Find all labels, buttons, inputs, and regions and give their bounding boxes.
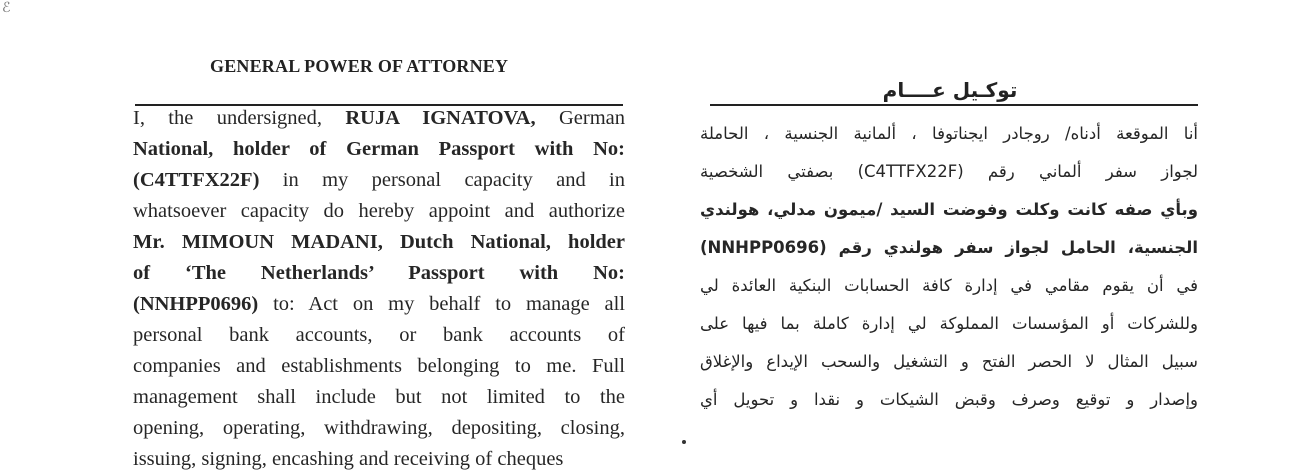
arabic-title: توكـيل عــــام <box>882 78 1018 102</box>
arabic-line: سبيل المثال لا الحصر الفتح و التشغيل والسحب الإيداع والإغلاق <box>700 352 1198 371</box>
english-text-run: (NNHPP0696) <box>133 293 259 315</box>
arabic-line: الجنسية، الحامل لجواز سفر هولندي رقم (NNHPP0696) <box>700 238 1198 257</box>
arabic-line: وللشركات أو المؤسسات المملوكة لي إدارة كاملة بما فيها على <box>700 314 1198 333</box>
english-body <box>133 103 625 475</box>
english-text-run: to: Act on my behalf to manage all <box>258 293 625 315</box>
english-title: GENERAL POWER OF ATTORNEY <box>210 56 509 76</box>
english-text-run: companies and establishments belonging to me. Full <box>133 355 625 377</box>
english-line <box>133 196 625 227</box>
english-text-run: (C4TTFX22F) <box>133 169 260 191</box>
arabic-body <box>700 115 1198 419</box>
english-line <box>133 165 625 196</box>
arabic-line: في أن يقوم مقامي في إدارة كافة الحسابات البنكية العائدة لي <box>700 276 1198 295</box>
arabic-line: لجواز سفر ألماني رقم (C4TTFX22F) بصفتي الشخصية <box>700 162 1198 181</box>
english-line <box>133 351 625 382</box>
english-text-run: personal bank accounts, or bank accounts of <box>133 324 625 346</box>
english-line <box>133 289 625 320</box>
english-line <box>133 103 625 134</box>
english-line <box>133 444 625 475</box>
english-text-run: in my personal capacity and in <box>259 169 625 191</box>
english-text-run: of ‘The Netherlands’ Passport with No: <box>133 262 625 284</box>
english-text-run: RUJA IGNATOVA, <box>345 107 536 129</box>
english-text-run: German <box>535 107 625 129</box>
arabic-line: أنا الموقعة أدناه/ روجادر ايجناتوفا ، ألمانية الجنسية ، الحاملة <box>700 124 1198 143</box>
arabic-line: وإصدار و توقيع وصرف وقبض الشيكات و نقدا و تحويل أي <box>700 390 1198 409</box>
english-text-run: management shall include but not limited to the <box>133 386 625 408</box>
english-line <box>133 382 625 413</box>
english-line <box>133 320 625 351</box>
english-line <box>133 413 625 444</box>
english-text-run: National, holder of German Passport with No: <box>133 138 625 160</box>
arabic-line: وبأي صفه كانت وكلت وفوضت السيد /ميمون مدلي، هولندي <box>700 200 1198 219</box>
stray-dot <box>682 440 686 444</box>
english-text-run: Mr. MIMOUN MADANI, Dutch National, holder <box>133 231 625 253</box>
english-line <box>133 227 625 258</box>
english-text-run: I, the undersigned, <box>133 107 346 129</box>
corner-mark: ℰ <box>2 0 11 16</box>
english-line <box>133 258 625 289</box>
english-text-run: opening, operating, withdrawing, depositing, closing, <box>133 417 625 439</box>
arabic-title-rule <box>710 104 1198 106</box>
english-line <box>133 134 625 165</box>
english-text-run: whatsoever capacity do hereby appoint and authorize <box>133 200 625 222</box>
english-text-run: issuing, signing, encashing and receiving of cheques <box>133 448 564 470</box>
